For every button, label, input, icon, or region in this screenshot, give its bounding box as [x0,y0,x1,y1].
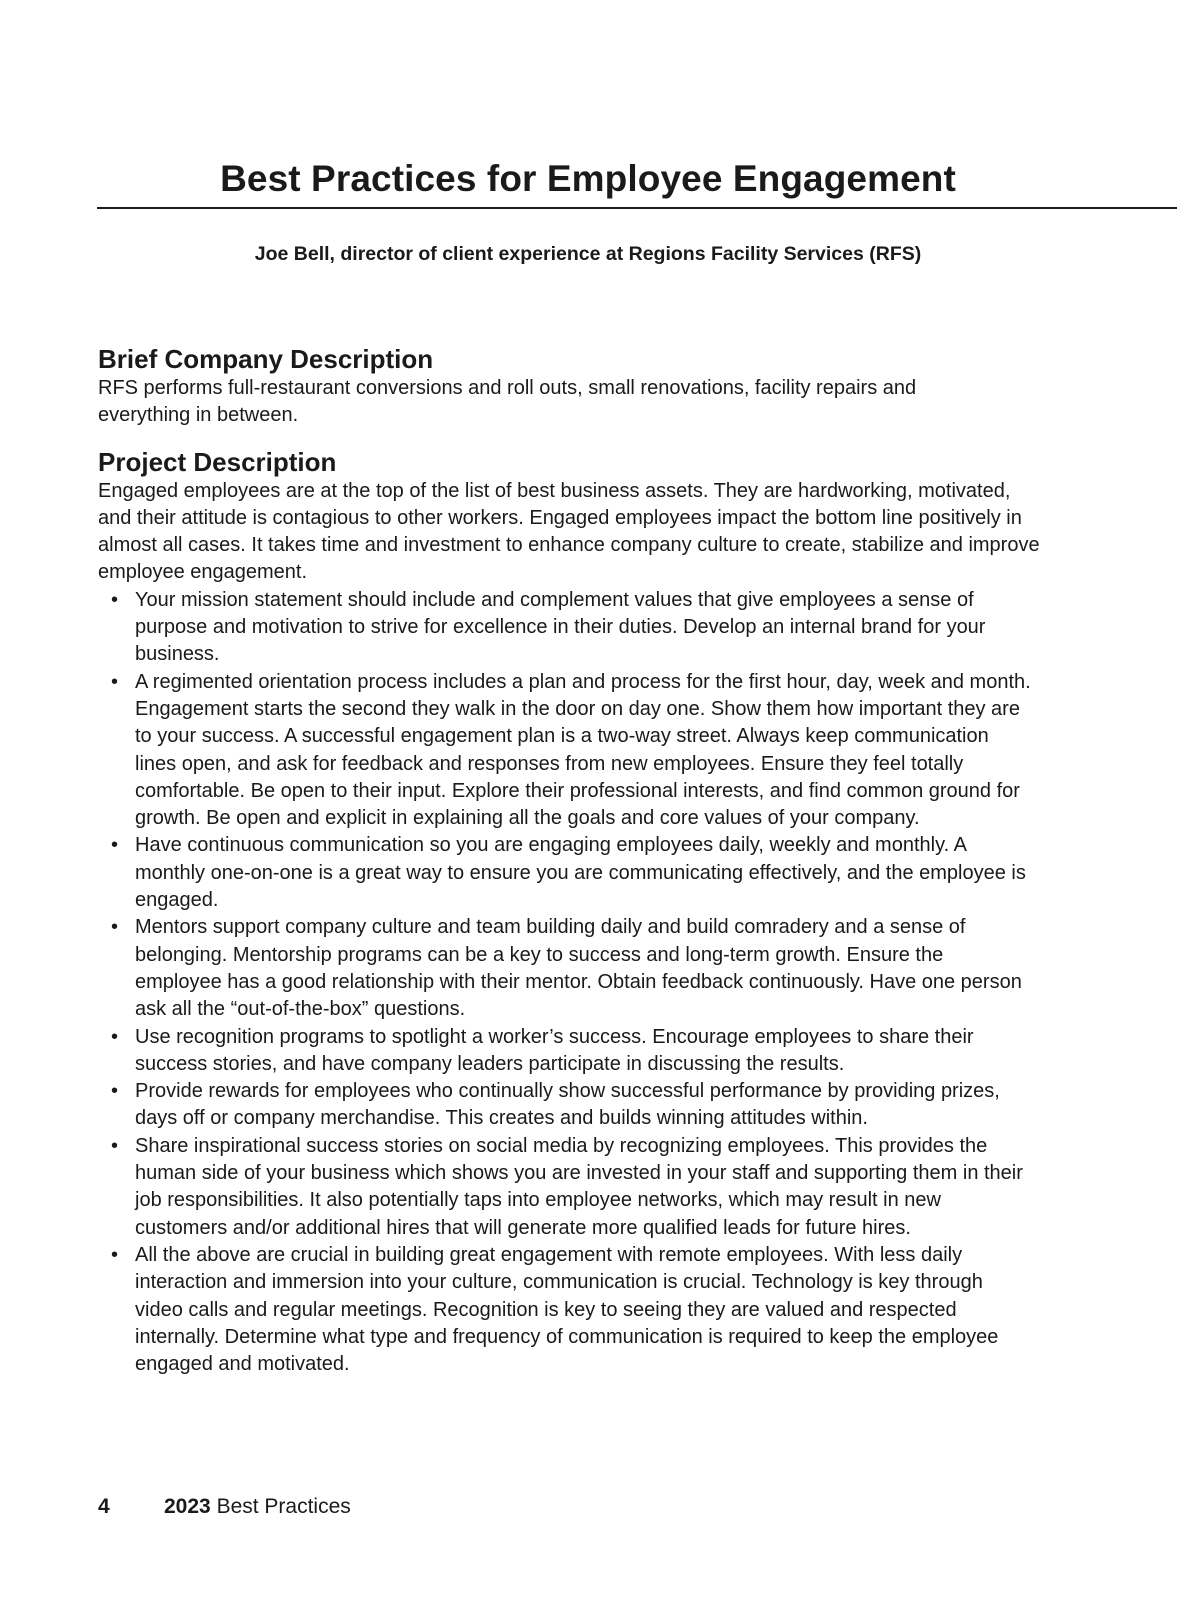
list-item [111,669,1035,833]
list-item [111,1078,1035,1133]
project-intro-text: Engaged employees are at the top of the list of best business assets. They are hardworking, motivated, and their attitude is contagious to other workers. Engaged employees impact the bottom line positively in almost all cases. It takes time and investment to enhance company culture to create, stabilize and improve employee engagement. [98,479,1040,584]
list-item [111,914,1035,1023]
list-item-text: Use recognition programs to spotlight a worker’s success. Encourage employees to share their success stories, and have company leaders participate in discussing the results. [135,1025,974,1075]
list-item [111,587,1035,669]
page-number: 4 [98,1495,110,1518]
bullet-icon: • [111,1134,119,1157]
list-item [111,1024,1035,1079]
list-item-text: Your mission statement should include and complement values that give employees a sense of purpose and motivation to strive for excellence in their duties. Develop an internal brand for your business. [135,588,986,666]
bullet-icon: • [111,1080,119,1103]
footer-year: 2023 [164,1495,211,1518]
project-description-section [98,446,1048,1379]
title-divider [97,207,1177,209]
author-byline: Joe Bell, director of client experience at Regions Facility Services (RFS) [254,243,922,265]
best-practices-list [98,587,1035,1379]
list-item-text: Mentors support company culture and team building daily and build comradery and a sense of belonging. Mentorship programs can be a key to success and long-term growth. Ensure the employee has a good relationship with their mentor. Obtain feedback continuously. Have one person ask all the “out-of-the-box” questions. [135,916,1022,1021]
bullet-icon: • [111,834,119,857]
list-item [111,1242,1035,1378]
footer-publication: Best Practices [216,1495,351,1518]
list-item-text: Share inspirational success stories on social media by recognizing employees. This provides the human side of your business which shows you are invested in your staff and supporting them in their job responsibilities. It also potentially taps into employee networks, which may result in new customers and/or additional hires that will generate more qualified leads for future hires. [135,1134,1023,1239]
bullet-icon: • [111,670,119,693]
bullet-icon: • [111,1025,119,1048]
main-content [98,343,1048,1378]
list-item [111,832,1035,914]
bullet-icon: • [111,916,119,939]
list-item-text: Have continuous communication so you are engaging employees daily, weekly and monthly. A monthly one-on-one is a great way to ensure you are communicating effectively, and the employee is engaged. [135,834,1026,912]
list-item [111,1133,1035,1242]
brief-company-text: RFS performs full-restaurant conversions and roll outs, small renovations, facility repairs and everything in between. [98,377,917,427]
bullet-icon: • [111,1243,119,1266]
page-footer [98,1492,351,1522]
list-item-text: Provide rewards for employees who continually show successful performance by providing prizes, days off or company merchandise. This creates and builds winning attitudes within. [135,1080,1000,1130]
list-item-text: A regimented orientation process includes a plan and process for the first hour, day, week and month. Engagement starts the second they walk in the door on day one. Show them how important they are to your success. A successful engagement plan is a two-way street. Always keep communication lines open, and ask for feedback and responses from new employees. Ensure they feel totally comfortable. Be open to their input. Explore their professional interests, and find common ground for growth. Be open and explicit in explaining all the goals and core values of your company. [135,670,1031,830]
page-title: Best Practices for Employee Engagement [220,158,956,199]
brief-company-heading: Brief Company Description [98,344,434,374]
bullet-icon: • [111,588,119,611]
list-item-text: All the above are crucial in building great engagement with remote employees. With less daily interaction and immersion into your culture, communication is crucial. Technology is key through video calls and regular meetings. Recognition is key to seeing they are valued and respected internally. Determine what type and frequency of communication is required to keep the employee engaged and motivated. [135,1243,999,1376]
brief-company-section [98,343,1048,430]
project-description-heading: Project Description [98,446,337,477]
